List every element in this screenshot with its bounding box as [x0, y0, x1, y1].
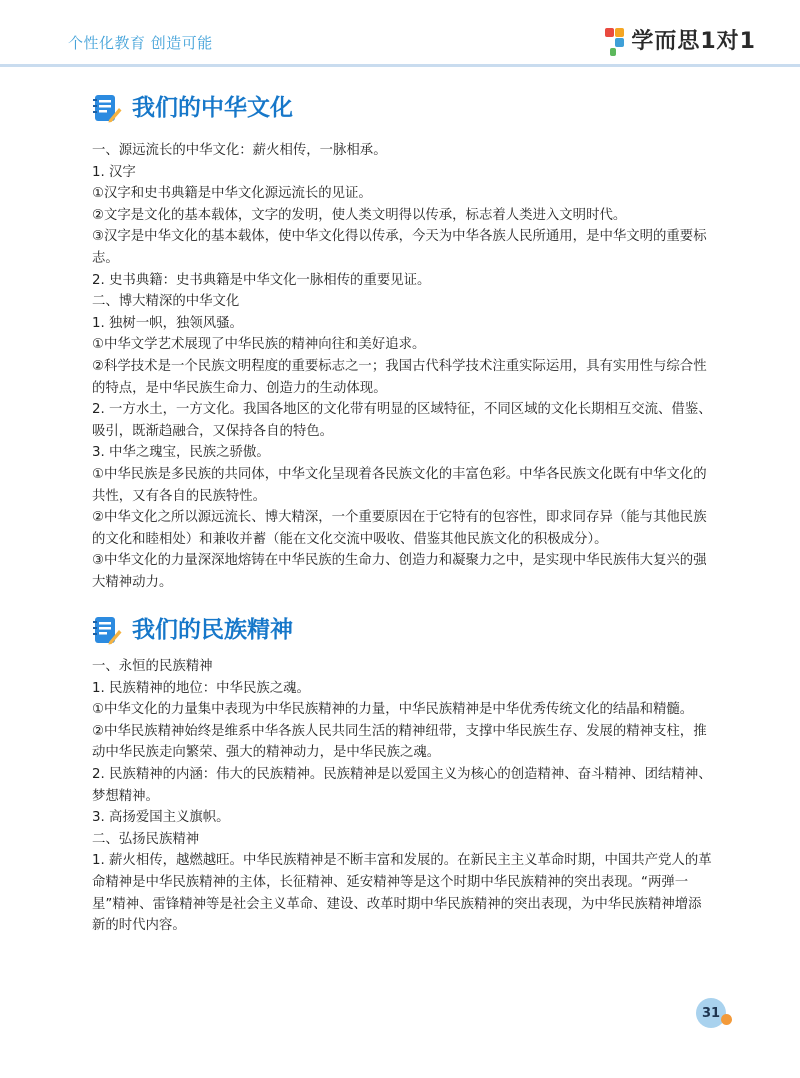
text-line: ②中华民族精神始终是维系中华各族人民共同生活的精神纽带，支撑中华民族生存、发展的精神支柱，推动中华民族走向繁荣、强大的精神动力，是中华民族之魂。	[92, 723, 707, 761]
text-line: ②科学技术是一个民族文明程度的重要标志之一；我国古代科学技术注重实际运用，具有实用性与综合性的特点，是中华民族生命力、创造力的生动体现。	[92, 358, 707, 396]
text-line: ①中华民族是多民族的共同体，中华文化呈现着各民族文化的丰富色彩。中华各民族文化既有中华文化的共性，又有各自的民族特性。	[92, 466, 707, 504]
page-header	[0, 0, 800, 66]
section-body-spirit	[92, 656, 714, 937]
brand-logo-group	[603, 26, 756, 58]
brand-name: 学而思1对1	[631, 29, 756, 54]
text-line: 1. 汉字	[92, 164, 136, 180]
text-line: ①汉字和史书典籍是中华文化源远流长的见证。	[92, 186, 372, 202]
text-line: ③中华文化的力量深深地熔铸在中华民族的生命力、创造力和凝聚力之中，是实现中华民族伟大复兴的强大精神动力。	[92, 553, 707, 590]
text-line: 1. 民族精神的地位：中华民族之魂。	[92, 680, 310, 696]
text-line: 2. 一方水土，一方文化。我国各地区的文化带有明显的区域特征，不同区域的文化长期相互交流、借鉴、吸引，既渐趋融合，又保持各自的特色。	[92, 402, 712, 439]
header-slogan: 个性化教育 创造可能	[68, 34, 213, 52]
section-title-culture	[92, 90, 293, 126]
text-line: ③汉字是中华文化的基本载体，使中华文化得以传承，今天为中华各族人民所通用，是中华文明的重要标志。	[92, 229, 707, 266]
text-line: 3. 中华之瑰宝，民族之骄傲。	[92, 445, 270, 461]
notebook-icon	[92, 615, 122, 645]
page-number-accent-dot	[721, 1014, 732, 1025]
text-line: ①中华文学艺术展现了中华民族的精神向往和美好追求。	[92, 337, 426, 353]
text-line: 1. 独树一帜，独领风骚。	[92, 315, 243, 331]
text-line: 3. 高扬爱国主义旗帜。	[92, 810, 230, 826]
text-line: ②文字是文化的基本载体，文字的发明，使人类文明得以传承，标志着人类进入文明时代。	[92, 207, 627, 223]
header-divider	[0, 64, 800, 67]
text-line: 一、永恒的民族精神	[92, 659, 213, 674]
text-line: ②中华文化之所以源远流长、博大精深，一个重要原因在于它特有的包容性，即求同存异（能与其他民族的文化和睦相处）和兼收并蓄（能在文化交流中吸收、借鉴其他民族文化的积极成分）。	[92, 510, 707, 547]
text-line: 1. 薪火相传，越燃越旺。中华民族精神是不断丰富和发展的。在新民主主义革命时期，中国共产党人的革命精神是中华民族精神的主体，长征精神、延安精神等是这个时期中华民族精神的突出表现。“两弹一星”精神、雷锋精神等是社会主义革命、建设、改革时期中华民族精神的突出表现，为中华民族精神增添新的时代内容。	[92, 853, 712, 934]
text-line: 一、源远流长的中华文化：薪火相传，一脉相承。	[92, 143, 387, 158]
text-line: 二、博大精深的中华文化	[92, 294, 240, 310]
section-title-spirit	[92, 612, 293, 648]
page-number: 31	[696, 998, 726, 1028]
text-line: 2. 史书典籍：史书典籍是中华文化一脉相传的重要见证。	[92, 272, 431, 288]
section-title-text: 我们的民族精神	[132, 617, 293, 643]
notebook-icon	[92, 93, 122, 123]
text-line: 2. 民族精神的内涵：伟大的民族精神。民族精神是以爱国主义为核心的创造精神、奋斗精神、团结精神、梦想精神。	[92, 766, 712, 804]
text-line: 二、弘扬民族精神	[92, 831, 200, 847]
brand-logo-icon	[603, 27, 627, 57]
section-body-culture	[92, 140, 714, 593]
text-line: ①中华文化的力量集中表现为中华民族精神的力量，中华民族精神是中华优秀传统文化的结晶和精髓。	[92, 702, 694, 718]
section-title-text: 我们的中华文化	[132, 95, 293, 121]
